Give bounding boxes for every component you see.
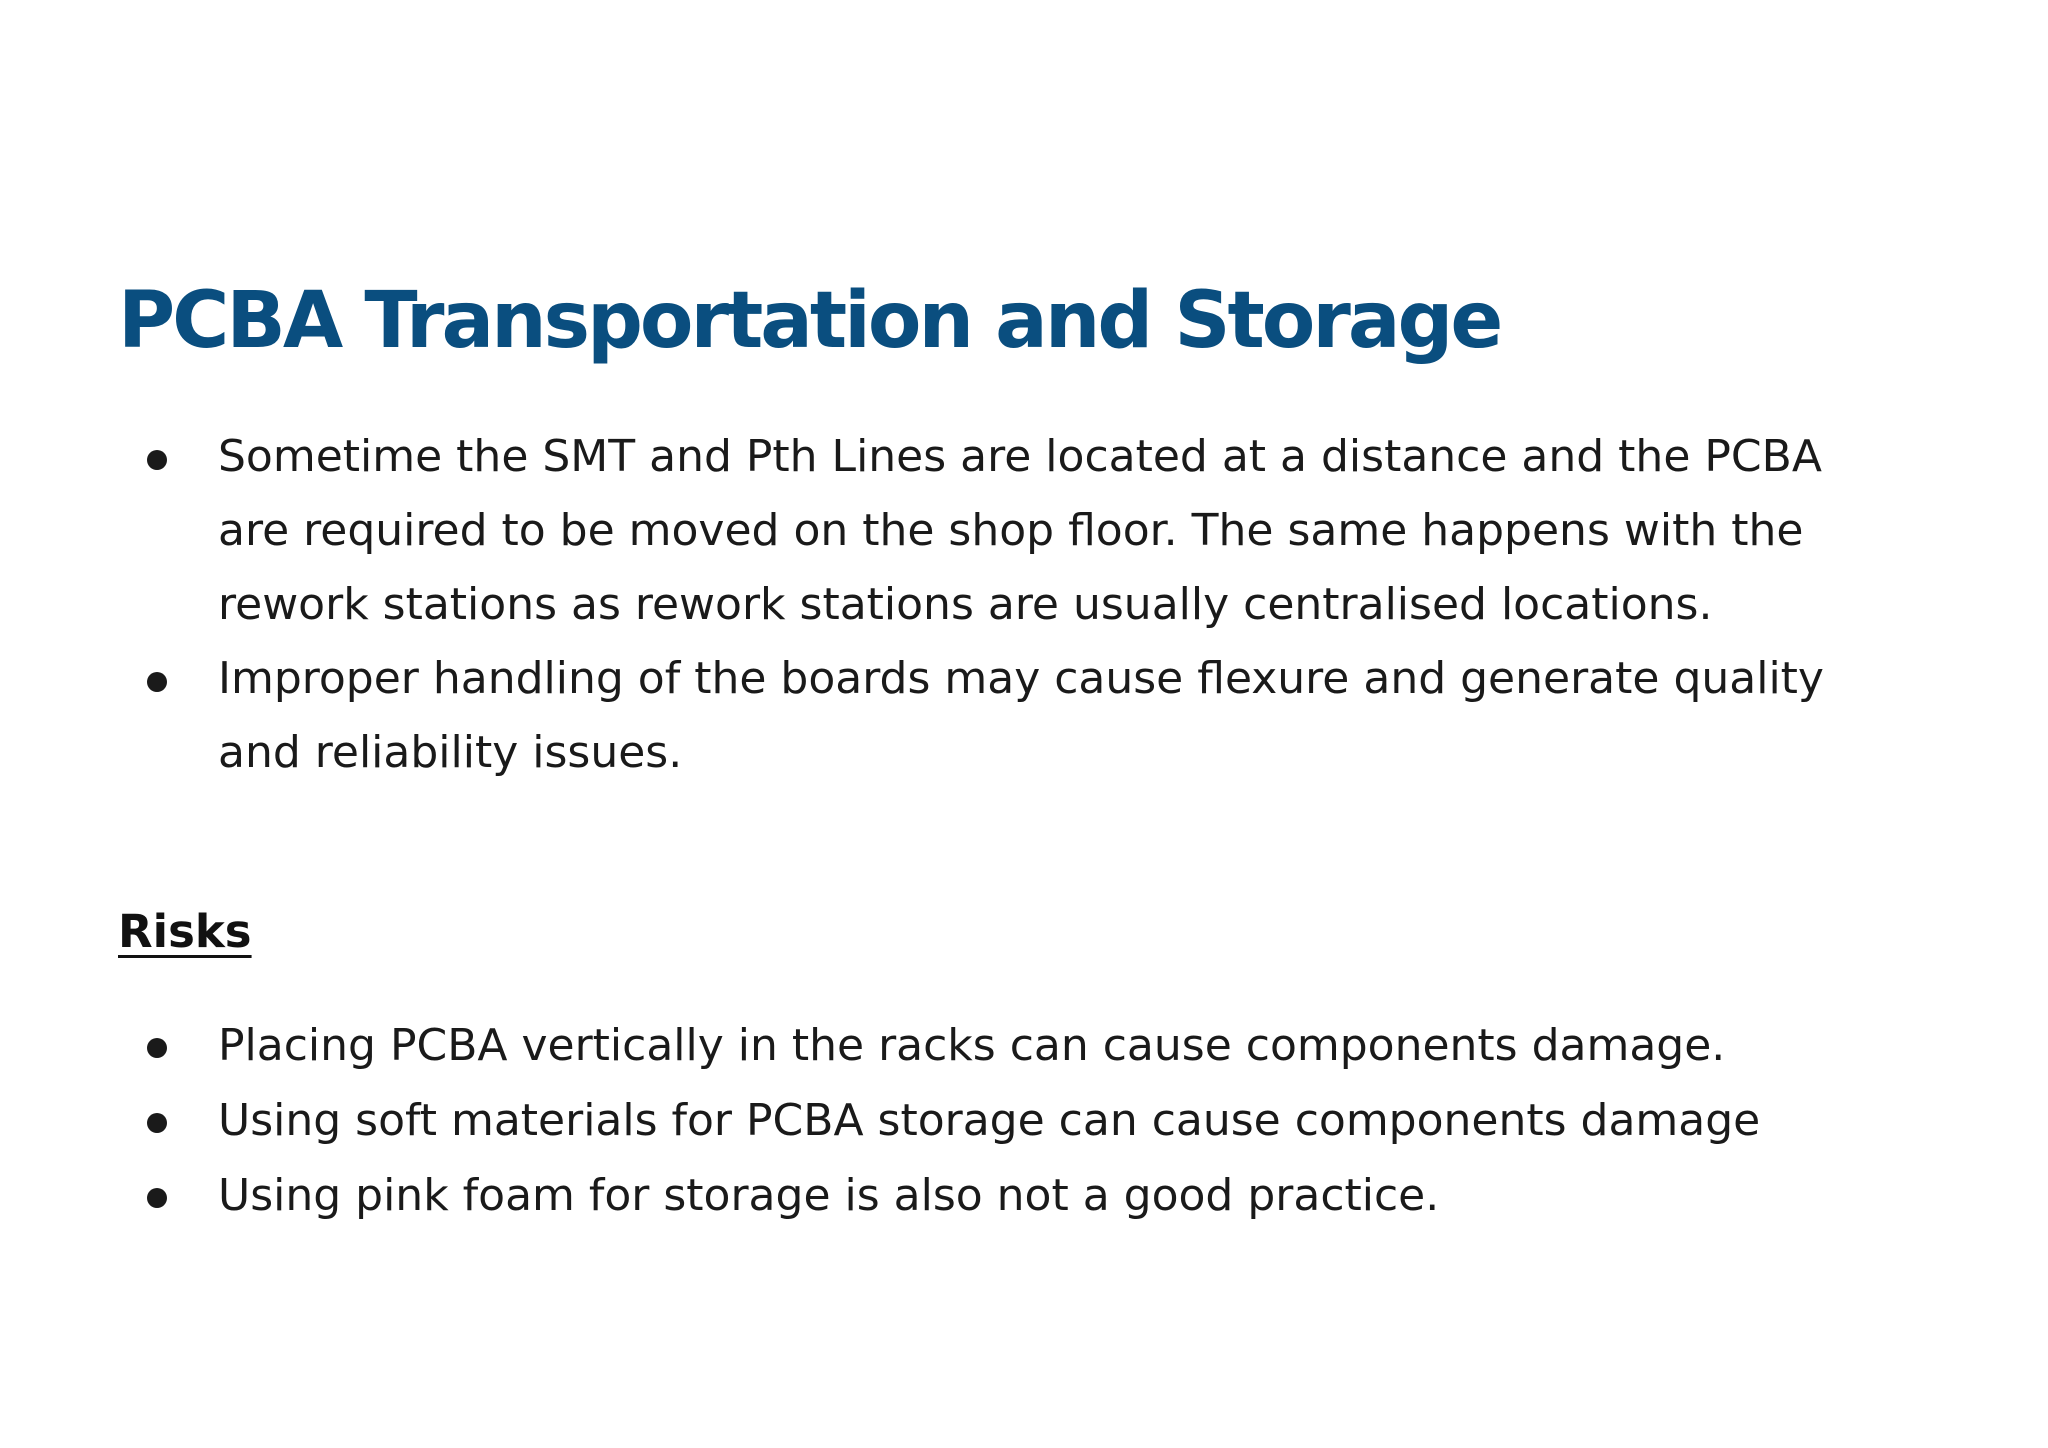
list-item-text: Sometime the SMT and Pth Lines are located at a distance and the PCBA are required to be moved on the shop floor. The same happens with the rework stations as rework stations are usually centralised locations.: [218, 431, 1822, 630]
intro-bullet-list: [0, 420, 2048, 790]
bullet-icon: [147, 672, 167, 692]
bullet-icon: [147, 1188, 167, 1208]
bullet-icon: [147, 1038, 167, 1058]
risks-bullet-list: [0, 1008, 2048, 1233]
list-item-text: Placing PCBA vertically in the racks can cause components damage.: [218, 1020, 1726, 1071]
list-item: [0, 1008, 1898, 1083]
list-item-text: Using soft materials for PCBA storage can cause components damage: [218, 1095, 1761, 1146]
bullet-icon: [147, 1113, 167, 1133]
list-item: [0, 1083, 1898, 1158]
risks-heading: Risks: [118, 905, 252, 958]
list-item-text: Using pink foam for storage is also not a good practice.: [218, 1170, 1440, 1221]
bullet-icon: [147, 450, 167, 470]
list-item: [0, 1158, 1898, 1233]
page-title: PCBA Transportation and Storage: [118, 276, 1501, 366]
list-item-text: Improper handling of the boards may cause flexure and generate quality and reliability issues.: [218, 653, 1824, 778]
list-item: [0, 420, 1898, 642]
list-item: [0, 642, 1898, 790]
